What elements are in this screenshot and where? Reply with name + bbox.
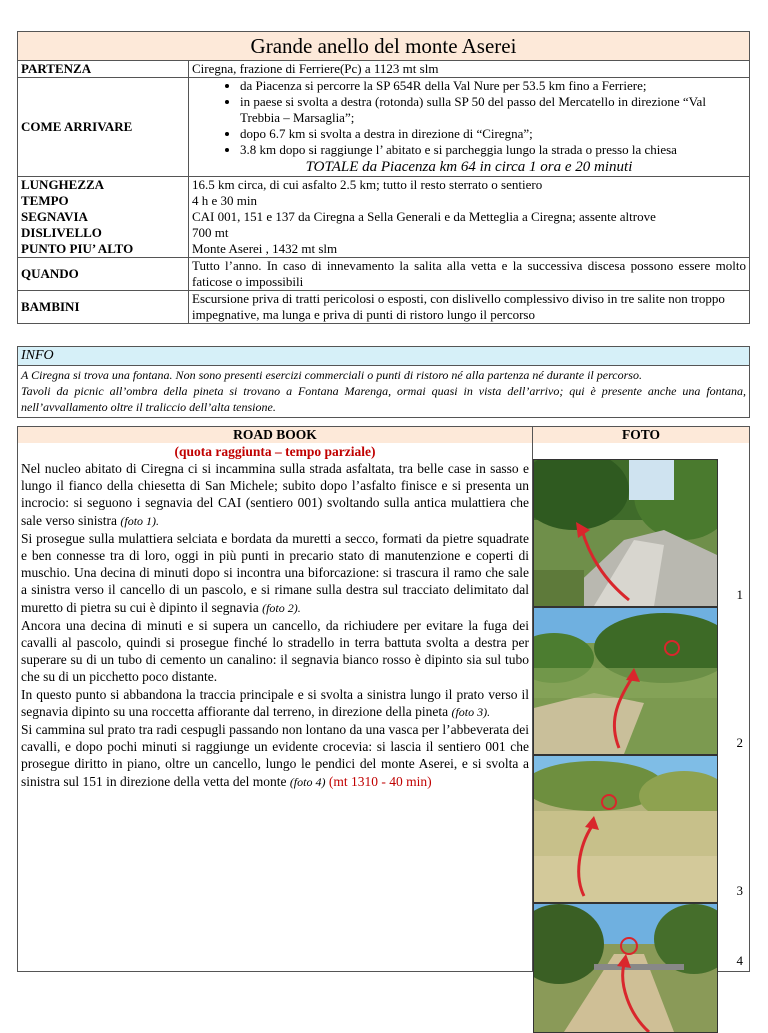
road-book-table xyxy=(17,426,750,972)
photo-1-image xyxy=(534,460,717,606)
info-body xyxy=(18,366,749,417)
foto-column xyxy=(533,427,750,972)
photo-number: 4 xyxy=(736,953,743,968)
paragraph: Nel nucleo abitato di Ciregna ci si incammina sulla strada asfaltata, tra belle case in sasso e lungo il fianco della chiesetta di San Michele; subito dopo l’asfalto finisce e si presenta un incrocio: si seguono i segnavia del CAI (sentiero 001) svoltando sulla antica mulattiera che sale verso sinistra xyxy=(21,461,529,528)
value-segnavia: CAI 001, 151 e 137 da Ciregna a Sella Generali e da Metteglia a Ciregna; assente altrove xyxy=(189,209,750,225)
photo-ref: (foto 2). xyxy=(262,600,301,615)
label-come-arrivare: COME ARRIVARE xyxy=(18,78,189,177)
value-punto-alto: Monte Aserei , 1432 mt slm xyxy=(189,241,750,258)
photo-4 xyxy=(533,903,718,1033)
photo-ref: (foto 3). xyxy=(451,704,491,719)
photo-ref: (foto 1). xyxy=(120,513,160,528)
value-bambini: Escursione priva di tratti pericolosi o esposti, con dislivello complessivo diviso in tre salite non troppo impegnative, ma lunga e priva di punti di ristoro lungo il percorso xyxy=(189,291,750,324)
info-line: A Ciregna si trova una fontana. Non sono presenti esercizi commerciali o punti di ristoro né alla partenza né durante il percorso. xyxy=(21,368,642,382)
info-box xyxy=(17,346,750,418)
info-line: Tavoli da picnic all’ombra della pineta si trovano a Fontana Marenga, ormai quasi in vista dell’arrivo; qui è presente anche una fontana, nell’avvallamento oltre il traliccio dell’alta tensione. xyxy=(21,384,746,414)
photo-4-image xyxy=(534,904,717,1032)
photo-2 xyxy=(533,607,718,755)
photo-ref: (foto 4) xyxy=(289,774,326,789)
directions-list xyxy=(192,78,746,158)
direction-item: • da Piacenza si percorre la SP 654R della Val Nure per 53.5 km fino a Ferriere; xyxy=(240,78,746,94)
label-segnavia: SEGNAVIA xyxy=(18,209,189,225)
road-book-heading: ROAD BOOK xyxy=(18,427,532,443)
value-lunghezza: 16.5 km circa, di cui asfalto 2.5 km; tutto il resto sterrato o sentiero xyxy=(189,177,750,194)
label-quando: QUANDO xyxy=(18,258,189,291)
value-partenza: Ciregna, frazione di Ferriere(Pc) a 1123 mt slm xyxy=(189,61,750,78)
paragraph: Ancora una decina di minuti e si supera un cancello, da richiudere per evitare la fuga dei cavalli al pascolo, quindi si prosegue finché lo stradello in terra battuta svolta a destra per superare su di un tubo di cemento un canalino: il segnavia bianco rosso è dipinto sia sul tubo che su di un picchetto poco distante. xyxy=(21,617,529,685)
photo-number: 2 xyxy=(736,735,743,750)
page-title: Grande anello del monte Aserei xyxy=(18,32,750,61)
direction-item: • dopo 6.7 km si svolta a destra in direzione di “Ciregna”; xyxy=(240,126,746,142)
value-dislivello: 700 mt xyxy=(189,225,750,241)
label-bambini: BAMBINI xyxy=(18,291,189,324)
direction-item: • 3.8 km dopo si raggiunge l’ abitato e si parcheggia lungo la strada o presso la chiesa xyxy=(240,142,746,158)
photo-stack xyxy=(533,443,749,971)
totale-line: TOTALE da Piacenza km 64 in circa 1 ora e 20 minuti xyxy=(305,159,633,175)
road-book-column xyxy=(18,427,533,972)
route-info-table xyxy=(17,31,750,324)
quota-tempo: (mt 1310 - 40 min) xyxy=(325,773,432,789)
label-punto-alto: PUNTO PIU’ ALTO xyxy=(18,241,189,258)
label-dislivello: DISLIVELLO xyxy=(18,225,189,241)
paragraph: Si cammina sul prato tra radi cespugli passando non lontano da una vasca per l’abbeverata dei cavalli, e dopo pochi minuti si raggiunge un evidente crocevia: si lascia il sentiero 001 che prosegue diritto in piano, oltre un cancello, lungo le pendici del monte Aserei, e si svolta a sinistra sul 151 in direzione della vetta del monte xyxy=(21,722,529,789)
foto-heading: FOTO xyxy=(533,427,749,443)
photo-3-image xyxy=(534,756,717,902)
photo-number: 1 xyxy=(736,587,743,602)
paragraph: In questo punto si abbandona la traccia principale e si svolta a sinistra lungo il prato verso il segnavia dipinto su una roccetta affiorante dal terreno, in direzione della pineta xyxy=(21,686,529,719)
photo-3 xyxy=(533,755,718,903)
photo-2-image xyxy=(534,608,717,754)
photo-1 xyxy=(533,459,718,607)
road-book-subheading: (quota raggiunta – tempo parziale) xyxy=(174,444,376,459)
value-quando: Tutto l’anno. In caso di innevamento la salita alla vetta e la successiva discesa possono essere molto faticose o impossibili xyxy=(189,258,750,291)
value-come-arrivare xyxy=(189,78,750,177)
label-partenza: PARTENZA xyxy=(18,61,189,78)
direction-item: • in paese si svolta a destra (rotonda) sulla SP 50 del passo del Mercatello in direzione “Val Trebbia – Marsaglia”; xyxy=(240,94,746,126)
paragraph: Si prosegue sulla mulattiera selciata e bordata da muretti a secco, formati da pietre squadrate e ben connesse tra di loro, oggi in più punti in precario stato di manutenzione e coperti di muschio. Una decina di minuti dopo si incontra una biforcazione: si trascura il ramo che sale a sinistra verso il cancello di un pascolo, e si rimane sulla destra sul tracciato delimitato dal muretto di pietra su cui è dipinto il segnavia xyxy=(21,530,529,615)
info-heading: INFO xyxy=(18,347,749,366)
road-book-text xyxy=(18,460,532,791)
value-tempo: 4 h e 30 min xyxy=(189,193,750,209)
label-tempo: TEMPO xyxy=(18,193,189,209)
label-lunghezza: LUNGHEZZA xyxy=(18,177,189,194)
photo-number: 3 xyxy=(736,883,743,898)
